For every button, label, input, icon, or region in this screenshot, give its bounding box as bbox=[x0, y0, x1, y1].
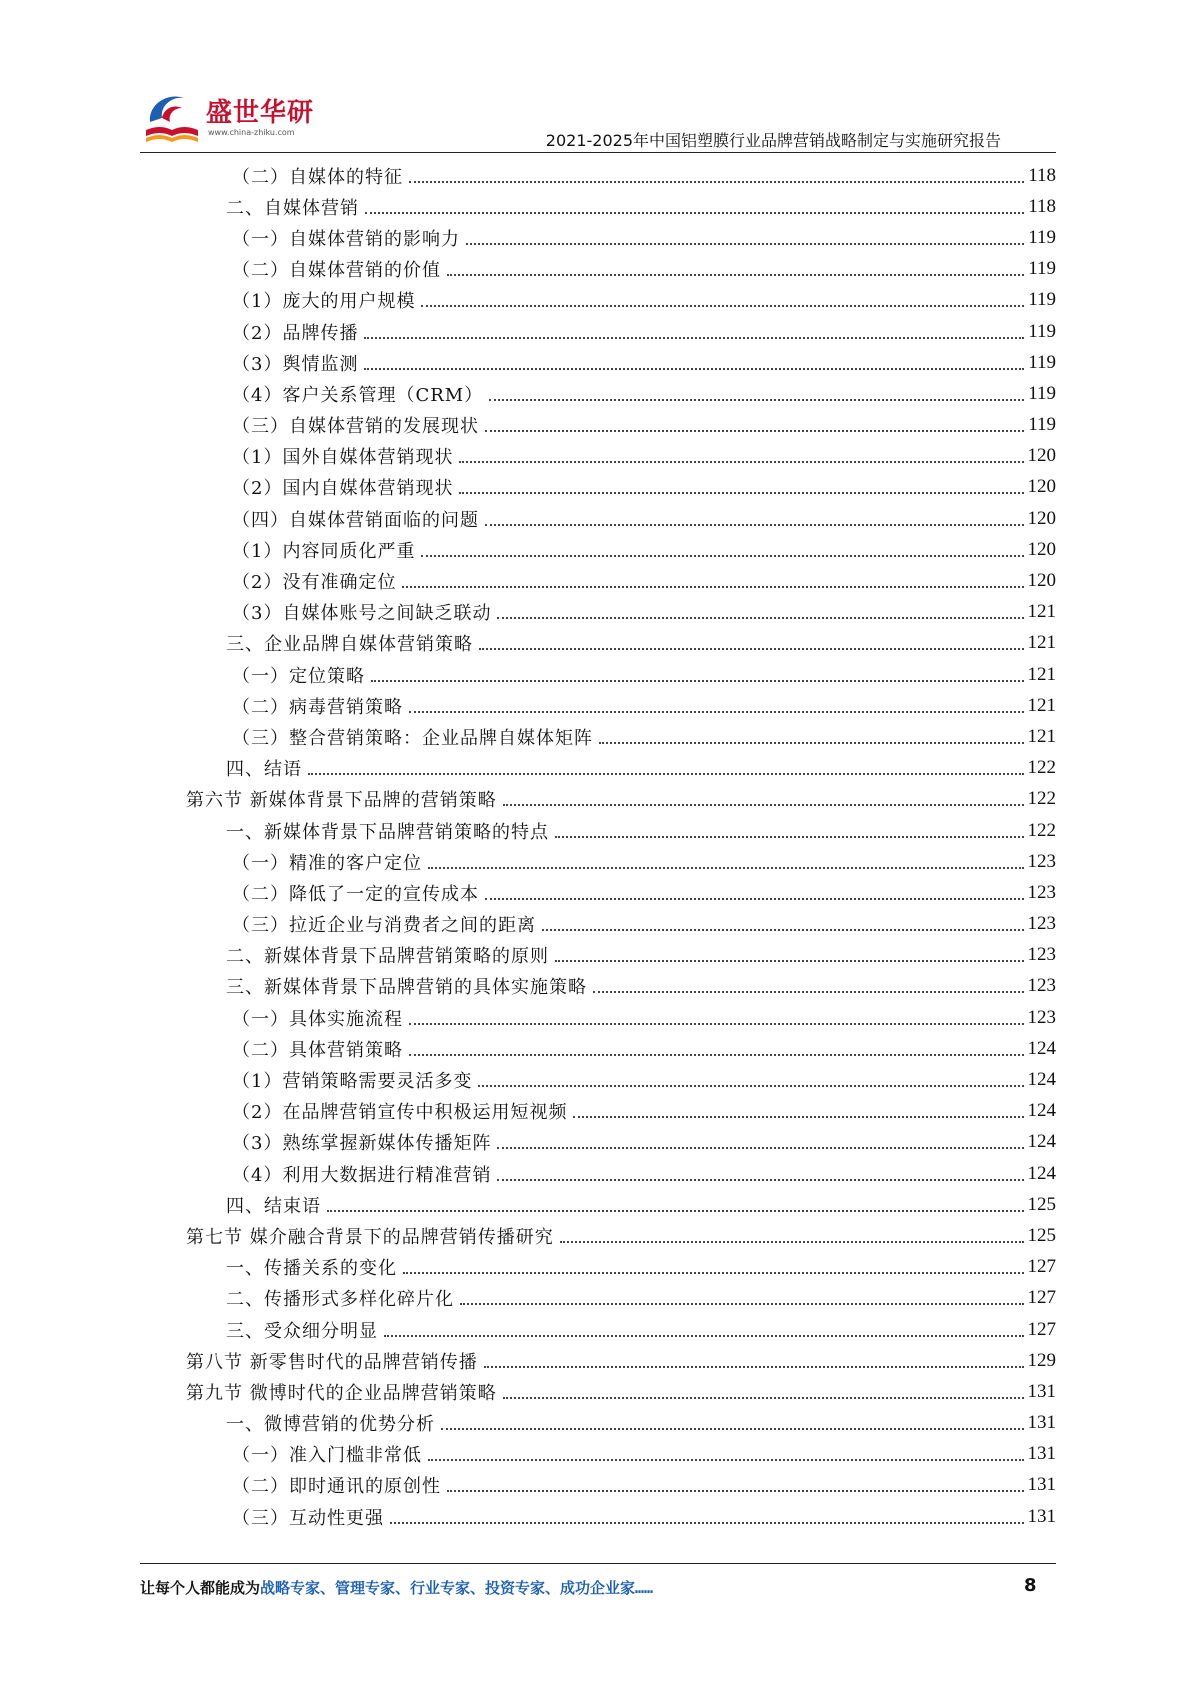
toc-entry-title: （一）具体实施流程 bbox=[232, 1008, 403, 1030]
toc-entry[interactable] bbox=[186, 971, 1056, 1002]
toc-entry-title: （四）自媒体营销面临的问题 bbox=[232, 509, 479, 531]
toc-entry-page: 120 bbox=[1027, 507, 1056, 529]
toc-entry-title: （一）定位策略 bbox=[232, 665, 365, 687]
toc-entry-title: 二、自媒体营销 bbox=[226, 197, 359, 219]
toc-entry[interactable] bbox=[186, 1408, 1056, 1439]
toc-leader-dots bbox=[409, 711, 1024, 713]
brand-url: www.china-zhiku.com bbox=[208, 128, 295, 137]
toc-leader-dots bbox=[428, 867, 1024, 869]
toc-leader-dots bbox=[479, 648, 1024, 650]
toc-entry[interactable] bbox=[186, 1252, 1056, 1283]
toc-entry-title: 二、传播形式多样化碎片化 bbox=[226, 1289, 454, 1311]
toc-entry[interactable] bbox=[186, 721, 1056, 752]
toc-entry-page: 119 bbox=[1028, 258, 1056, 280]
toc-leader-dots bbox=[497, 617, 1023, 619]
toc-entry-title: （1）庞大的用户规模 bbox=[232, 291, 416, 313]
toc-entry-page: 123 bbox=[1027, 1006, 1056, 1028]
header-divider bbox=[140, 152, 1056, 153]
toc-leader-dots bbox=[497, 1147, 1023, 1149]
toc-entry-page: 119 bbox=[1028, 382, 1056, 404]
toc-entry-page: 123 bbox=[1027, 975, 1056, 997]
toc-entry-page: 123 bbox=[1027, 944, 1056, 966]
toc-entry-title: 第七节 媒介融合背景下的品牌营销传播研究 bbox=[186, 1226, 554, 1248]
toc-entry[interactable] bbox=[186, 378, 1056, 409]
toc-leader-dots bbox=[390, 1522, 1024, 1524]
toc-entry-page: 122 bbox=[1027, 819, 1056, 841]
toc-leader-dots bbox=[459, 461, 1023, 463]
toc-entry-page: 127 bbox=[1027, 1318, 1056, 1340]
toc-entry-page: 129 bbox=[1027, 1349, 1056, 1371]
toc-entry[interactable] bbox=[186, 690, 1056, 721]
toc-entry[interactable] bbox=[186, 1002, 1056, 1033]
toc-entry-page: 120 bbox=[1027, 570, 1056, 592]
toc-entry-title: 三、新媒体背景下品牌营销的具体实施策略 bbox=[226, 977, 587, 999]
toc-leader-dots bbox=[503, 804, 1024, 806]
toc-entry-page: 120 bbox=[1027, 445, 1056, 467]
toc-entry-title: （二）具体营销策略 bbox=[232, 1039, 403, 1061]
toc-entry[interactable] bbox=[186, 347, 1056, 378]
toc-entry[interactable] bbox=[186, 940, 1056, 971]
toc-entry-title: （二）病毒营销策略 bbox=[232, 696, 403, 718]
toc-entry-title: 四、结语 bbox=[226, 759, 302, 781]
toc-entry-page: 131 bbox=[1027, 1412, 1056, 1434]
toc-leader-dots bbox=[485, 430, 1024, 432]
toc-leader-dots bbox=[403, 1272, 1024, 1274]
toc-entry-page: 131 bbox=[1027, 1443, 1056, 1465]
toc-entry-title: （2）品牌传播 bbox=[232, 322, 359, 344]
toc-entry[interactable] bbox=[186, 1345, 1056, 1376]
toc-entry-page: 121 bbox=[1027, 663, 1056, 685]
toc-entry-title: （2）在品牌营销宣传中积极运用短视频 bbox=[232, 1102, 568, 1124]
toc-entry-page: 123 bbox=[1027, 850, 1056, 872]
toc-leader-dots bbox=[573, 1116, 1023, 1118]
toc-entry-title: 四、结束语 bbox=[226, 1195, 321, 1217]
toc-leader-dots bbox=[485, 524, 1024, 526]
toc-leader-dots bbox=[560, 1241, 1024, 1243]
toc-leader-dots bbox=[478, 1085, 1023, 1087]
toc-entry[interactable] bbox=[186, 1283, 1056, 1314]
toc-leader-dots bbox=[409, 181, 1024, 183]
toc-entry-page: 121 bbox=[1027, 632, 1056, 654]
toc-leader-dots bbox=[466, 243, 1024, 245]
toc-entry-title: （1）国外自媒体营销现状 bbox=[232, 447, 454, 469]
footer-slogan-prefix: 让每个人都能成为 bbox=[140, 1579, 261, 1597]
toc-leader-dots bbox=[365, 212, 1024, 214]
toc-leader-dots bbox=[497, 1179, 1023, 1181]
toc-entry[interactable] bbox=[186, 441, 1056, 472]
toc-entry-title: （三）拉近企业与消费者之间的距离 bbox=[232, 915, 536, 937]
toc-leader-dots bbox=[421, 555, 1023, 557]
toc-entry[interactable] bbox=[186, 1158, 1056, 1189]
toc-leader-dots bbox=[384, 1335, 1024, 1337]
toc-entry[interactable] bbox=[186, 503, 1056, 534]
toc-entry-page: 118 bbox=[1028, 164, 1056, 186]
toc-entry-title: 二、新媒体背景下品牌营销策略的原则 bbox=[226, 946, 549, 968]
brand-name: 盛世华研 bbox=[206, 98, 315, 128]
brand-logo-icon bbox=[140, 86, 204, 150]
toc-entry-title: （3）舆情监测 bbox=[232, 353, 359, 375]
toc-entry-page: 119 bbox=[1028, 289, 1056, 311]
toc-entry-page: 119 bbox=[1028, 320, 1056, 342]
toc-entry-page: 124 bbox=[1027, 1069, 1056, 1091]
toc-entry[interactable] bbox=[186, 628, 1056, 659]
table-of-contents bbox=[186, 160, 1056, 1532]
toc-entry[interactable] bbox=[186, 815, 1056, 846]
page-header bbox=[0, 0, 1191, 160]
toc-entry[interactable] bbox=[186, 846, 1056, 877]
page-number: 8 bbox=[1024, 1575, 1037, 1596]
toc-entry[interactable] bbox=[186, 254, 1056, 285]
toc-entry[interactable] bbox=[186, 316, 1056, 347]
toc-entry-title: （3）自媒体账号之间缺乏联动 bbox=[232, 603, 492, 625]
toc-entry-page: 124 bbox=[1027, 1131, 1056, 1153]
toc-leader-dots bbox=[460, 1303, 1024, 1305]
toc-entry-title: 一、微博营销的优势分析 bbox=[226, 1414, 435, 1436]
toc-leader-dots bbox=[599, 742, 1024, 744]
toc-entry-page: 120 bbox=[1027, 538, 1056, 560]
toc-entry-title: （3）熟练掌握新媒体传播矩阵 bbox=[232, 1133, 492, 1155]
toc-entry[interactable] bbox=[186, 565, 1056, 596]
toc-leader-dots bbox=[447, 1490, 1024, 1492]
toc-entry-title: （二）自媒体的特征 bbox=[232, 166, 403, 188]
toc-entry[interactable] bbox=[186, 659, 1056, 690]
toc-entry-page: 122 bbox=[1027, 788, 1056, 810]
toc-leader-dots bbox=[428, 1459, 1024, 1461]
toc-leader-dots bbox=[555, 960, 1024, 962]
toc-leader-dots bbox=[327, 1210, 1024, 1212]
toc-leader-dots bbox=[409, 1023, 1024, 1025]
toc-entry-title: （二）即时通讯的原创性 bbox=[232, 1476, 441, 1498]
toc-entry[interactable] bbox=[186, 285, 1056, 316]
footer-slogan bbox=[140, 1577, 653, 1598]
toc-entry-title: （4）利用大数据进行精准营销 bbox=[232, 1164, 492, 1186]
toc-entry-title: 三、受众细分明显 bbox=[226, 1320, 378, 1342]
toc-entry[interactable] bbox=[186, 160, 1056, 191]
toc-entry-title: （2）国内自媒体营销现状 bbox=[232, 478, 454, 500]
toc-leader-dots bbox=[503, 1397, 1024, 1399]
toc-entry[interactable] bbox=[186, 909, 1056, 940]
toc-leader-dots bbox=[555, 836, 1024, 838]
toc-entry[interactable] bbox=[186, 1314, 1056, 1345]
toc-leader-dots bbox=[364, 337, 1024, 339]
toc-entry-page: 124 bbox=[1027, 1162, 1056, 1184]
toc-entry-title: （一）精准的客户定位 bbox=[232, 852, 422, 874]
toc-entry-page: 124 bbox=[1027, 1037, 1056, 1059]
toc-entry-title: 一、传播关系的变化 bbox=[226, 1258, 397, 1280]
toc-entry[interactable] bbox=[186, 1501, 1056, 1532]
toc-entry[interactable] bbox=[186, 784, 1056, 815]
toc-entry[interactable] bbox=[186, 410, 1056, 441]
toc-entry-title: 第九节 微博时代的企业品牌营销策略 bbox=[186, 1382, 497, 1404]
toc-entry-title: （1）内容同质化严重 bbox=[232, 540, 416, 562]
toc-entry-page: 121 bbox=[1027, 694, 1056, 716]
toc-leader-dots bbox=[459, 492, 1023, 494]
toc-entry[interactable] bbox=[186, 222, 1056, 253]
toc-entry[interactable] bbox=[186, 877, 1056, 908]
toc-entry-title: 第六节 新媒体背景下品牌的营销策略 bbox=[186, 790, 497, 812]
toc-entry[interactable] bbox=[186, 1189, 1056, 1220]
toc-entry[interactable] bbox=[186, 1220, 1056, 1251]
footer-divider bbox=[140, 1563, 1056, 1564]
toc-leader-dots bbox=[489, 399, 1024, 401]
toc-leader-dots bbox=[484, 1366, 1024, 1368]
toc-leader-dots bbox=[308, 773, 1024, 775]
toc-entry-page: 119 bbox=[1028, 414, 1056, 436]
brand-logo bbox=[140, 86, 340, 156]
toc-entry-title: 第八节 新零售时代的品牌营销传播 bbox=[186, 1351, 478, 1373]
toc-entry-page: 119 bbox=[1028, 226, 1056, 248]
toc-entry-title: （4）客户关系管理（CRM） bbox=[232, 384, 484, 406]
toc-entry-page: 119 bbox=[1028, 351, 1056, 373]
toc-leader-dots bbox=[364, 368, 1024, 370]
toc-entry-page: 127 bbox=[1027, 1256, 1056, 1278]
toc-entry-page: 127 bbox=[1027, 1287, 1056, 1309]
toc-leader-dots bbox=[371, 680, 1024, 682]
toc-entry-page: 120 bbox=[1027, 476, 1056, 498]
toc-entry[interactable] bbox=[186, 1376, 1056, 1407]
toc-entry-title: （二）自媒体营销的价值 bbox=[232, 260, 441, 282]
toc-entry-page: 121 bbox=[1027, 601, 1056, 623]
toc-entry-page: 131 bbox=[1027, 1474, 1056, 1496]
report-title: 2021-2025年中国铝塑膜行业品牌营销战略制定与实施研究报告 bbox=[545, 131, 1001, 150]
toc-leader-dots bbox=[441, 1428, 1024, 1430]
toc-entry[interactable] bbox=[186, 1033, 1056, 1064]
toc-leader-dots bbox=[593, 991, 1024, 993]
toc-entry-page: 125 bbox=[1027, 1193, 1056, 1215]
toc-entry-title: （一）准入门槛非常低 bbox=[232, 1445, 422, 1467]
toc-entry-title: （一）自媒体营销的影响力 bbox=[232, 228, 460, 250]
toc-leader-dots bbox=[421, 305, 1024, 307]
toc-entry-title: 一、新媒体背景下品牌营销策略的特点 bbox=[226, 821, 549, 843]
toc-entry[interactable] bbox=[186, 1470, 1056, 1501]
footer-slogan-highlight: 战略专家、管理专家、行业专家、投资专家、成功企业家…… bbox=[260, 1579, 654, 1597]
toc-leader-dots bbox=[409, 1054, 1024, 1056]
toc-entry[interactable] bbox=[186, 753, 1056, 784]
toc-leader-dots bbox=[485, 898, 1024, 900]
toc-entry-title: （1）营销策略需要灵活多变 bbox=[232, 1071, 473, 1093]
toc-entry-title: （二）降低了一定的宣传成本 bbox=[232, 883, 479, 905]
toc-entry-page: 118 bbox=[1028, 195, 1056, 217]
toc-leader-dots bbox=[447, 274, 1024, 276]
toc-entry-page: 123 bbox=[1027, 881, 1056, 903]
toc-leader-dots bbox=[402, 586, 1023, 588]
toc-entry-page: 131 bbox=[1027, 1380, 1056, 1402]
toc-entry[interactable] bbox=[186, 1064, 1056, 1095]
toc-entry-page: 123 bbox=[1027, 913, 1056, 935]
toc-entry-title: 三、企业品牌自媒体营销策略 bbox=[226, 634, 473, 656]
toc-entry-page: 125 bbox=[1027, 1224, 1056, 1246]
toc-entry[interactable] bbox=[186, 472, 1056, 503]
toc-entry[interactable] bbox=[186, 191, 1056, 222]
toc-entry[interactable] bbox=[186, 1439, 1056, 1470]
toc-entry[interactable] bbox=[186, 1127, 1056, 1158]
toc-entry-title: （三）整合营销策略：企业品牌自媒体矩阵 bbox=[232, 727, 593, 749]
toc-leader-dots bbox=[542, 929, 1024, 931]
toc-entry[interactable] bbox=[186, 1096, 1056, 1127]
toc-entry-page: 131 bbox=[1027, 1505, 1056, 1527]
toc-entry-page: 122 bbox=[1027, 757, 1056, 779]
toc-entry[interactable] bbox=[186, 534, 1056, 565]
toc-entry-page: 121 bbox=[1027, 725, 1056, 747]
toc-entry-title: （2）没有准确定位 bbox=[232, 572, 397, 594]
toc-entry-title: （三）互动性更强 bbox=[232, 1507, 384, 1529]
toc-entry-title: （三）自媒体营销的发展现状 bbox=[232, 416, 479, 438]
toc-entry[interactable] bbox=[186, 597, 1056, 628]
toc-entry-page: 124 bbox=[1027, 1100, 1056, 1122]
